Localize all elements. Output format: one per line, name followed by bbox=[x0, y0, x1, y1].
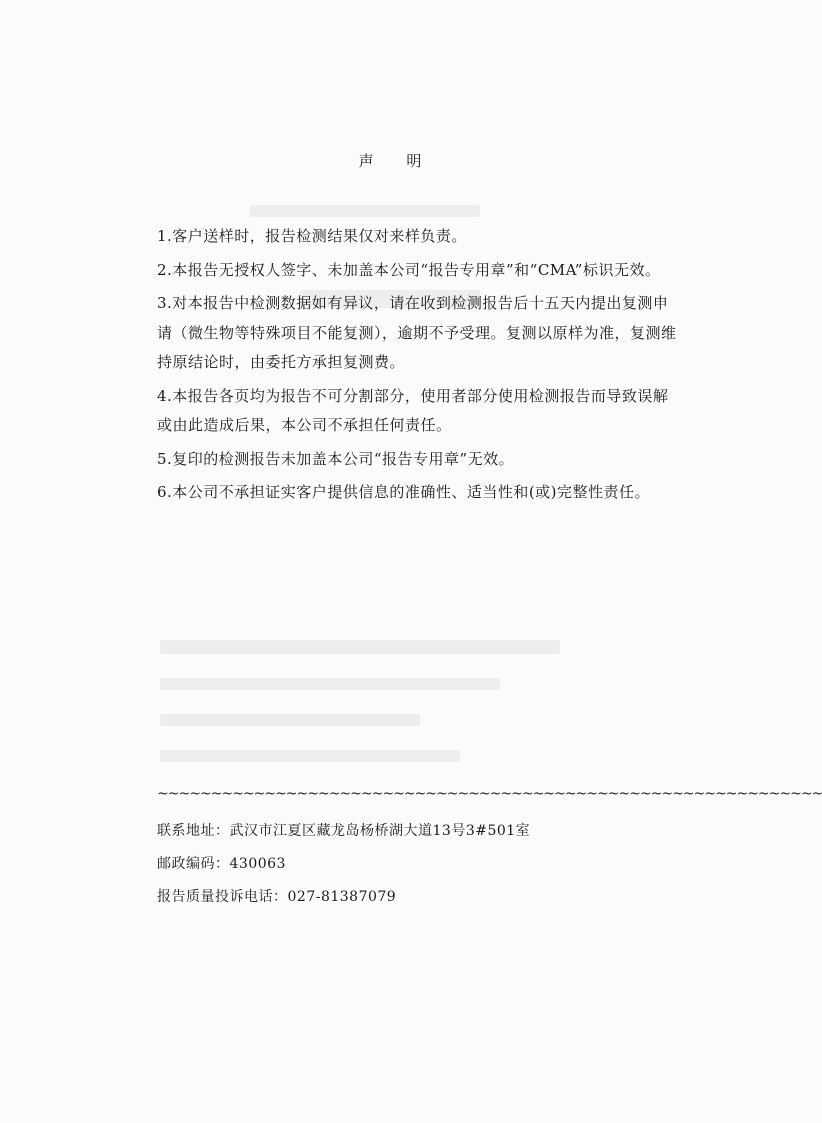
statement-item: 5.复印的检测报告未加盖本公司“报告专用章”无效。 bbox=[157, 449, 515, 468]
postcode-value: 430063 bbox=[229, 856, 286, 872]
address-label: 联系地址： bbox=[157, 823, 230, 839]
phone-label: 报告质量投诉电话： bbox=[157, 889, 288, 905]
page-title: 声 明 bbox=[358, 152, 436, 170]
statement-item: 1.客户送样时，报告检测结果仅对来样负责。 bbox=[157, 227, 467, 245]
phone-line bbox=[157, 882, 677, 912]
contact-info bbox=[157, 816, 677, 915]
statement-item: 3.对本报告中检测数据如有异议，请在收到检测报告后十五天内提出复测申请（微生物等特殊项目不能复测），逾期不予受理。复测以原样为准，复测维持原结论时，由委托方承担复测费。 bbox=[157, 294, 677, 371]
bleed-through-mark bbox=[160, 750, 460, 762]
statement-item: 2.本报告无授权人签字、未加盖本公司“报告专用章”和“CMA”标识无效。 bbox=[157, 260, 661, 279]
statement-item: 4.本报告各页均为报告不可分割部分，使用者部分使用检测报告而导致误解或由此造成后果，本公司不承担任何责任。 bbox=[157, 386, 669, 434]
postcode-label: 邮政编码： bbox=[157, 856, 230, 872]
bleed-through-mark bbox=[160, 640, 560, 654]
address-line bbox=[157, 816, 677, 846]
phone-value: 027-81387079 bbox=[287, 889, 397, 905]
address-value: 武汉市江夏区藏龙岛杨桥湖大道13号3#501室 bbox=[229, 823, 531, 839]
bleed-through-mark bbox=[160, 714, 420, 726]
statement-list bbox=[157, 222, 677, 512]
postcode-line bbox=[157, 849, 677, 879]
statement-item: 6.本公司不承担证实客户提供信息的准确性、适当性和(或)完整性责任。 bbox=[157, 483, 651, 501]
wavy-divider: ~~~~~~~~~~~~~~~~~~~~~~~~~~~~~~~~~~~~~~~~~~~~~~~~~~~~~~~~~~~~~~ bbox=[157, 786, 822, 802]
bleed-through-mark bbox=[160, 678, 500, 690]
bleed-through-mark bbox=[250, 205, 480, 217]
